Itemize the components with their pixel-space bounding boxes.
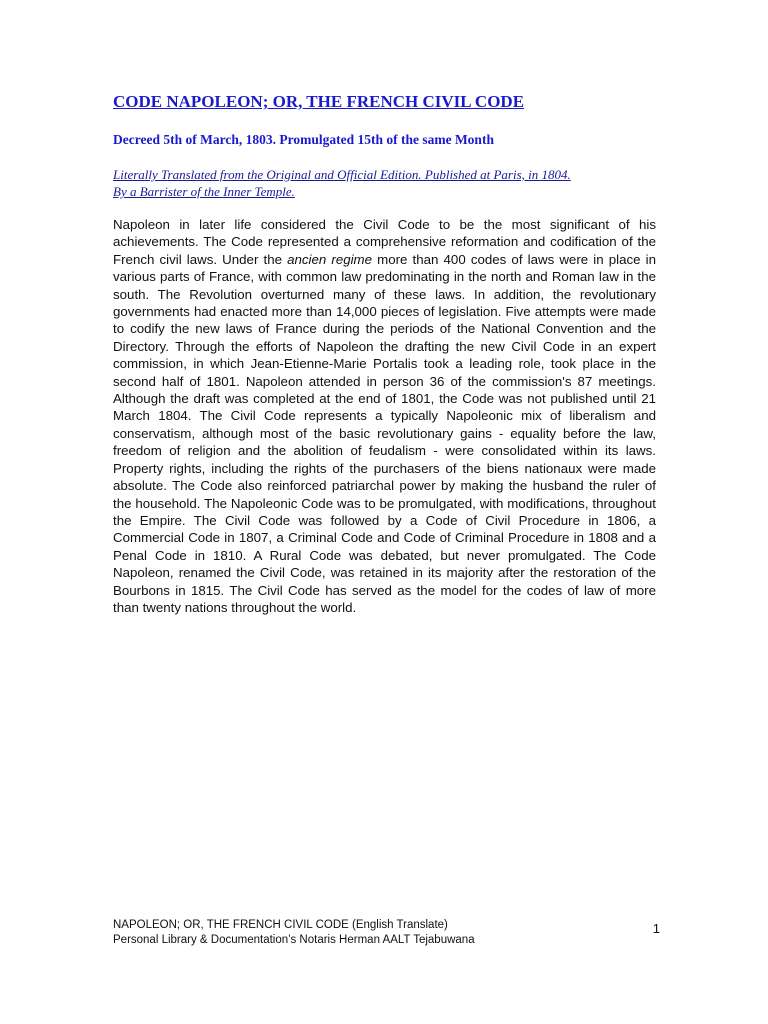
translation-note-line-2: By a Barrister of the Inner Temple.	[113, 184, 295, 199]
document-subtitle: Decreed 5th of March, 1803. Promulgated 15th of the same Month	[113, 132, 494, 147]
footer-title-line: NAPOLEON; OR, THE FRENCH CIVIL CODE (English Translate)	[113, 919, 448, 931]
body-text-part-1: Napoleon in later life considered the Civil Code to be the most significant of his achievements. The Code represented a comprehensive reformation and codification of the French civil laws. Under the	[113, 217, 656, 267]
page-number: 1	[652, 921, 660, 936]
body-text-part-2: more than 400 codes of laws were in place in various parts of France, with common law predominating in the north and Roman law in the south. The Revolution overturned many of these laws. In addition, the revolutionary governments had enacted more than 14,000 pieces of legislation. Five attempts were made to codify the new laws of France during the periods of the National Convention and the Directory. Through the efforts of Napoleon the drafting the new Civil Code in an expert commission, in which Jean-Etienne-Marie Portalis took a leading role, took place in the second half of 1801. Napoleon attended in person 36 of the commission's 87 meetings. Although the draft was completed at the end of 1801, the Code was not published until 21 March 1804. The Civil Code represents a typically Napoleonic mix of liberalism and conservatism, although most of the basic revolutionary gains - equality before the law, freedom of religion and the abolition of feudalism - were consolidated within its laws. Property rights, including the rights of the purchasers of the biens nationaux were made absolute. The Code also reinforced patriarchal power by making the husband the ruler of the household. The Napoleonic Code was to be promulgated, with modifications, throughout the Empire. The Civil Code was followed by a Code of Civil Procedure in 1806, a Commercial Code in 1807, a Criminal Code and Code of Criminal Procedure in 1808 and a Penal Code in 1810. A Rural Code was debated, but never promulgated. The Code Napoleon, renamed the Civil Code, was retained in its majority after the restoration of the Bourbons in 1815. The Civil Code has served as the model for the codes of law of more than twenty nations throughout the world.	[113, 251, 656, 615]
footer-library-line: Personal Library & Documentation’s Notaris Herman AALT Tejabuwana	[113, 934, 475, 946]
document-title: CODE NAPOLEON; OR, THE FRENCH CIVIL CODE	[113, 92, 525, 111]
translation-note-line-1: Literally Translated from the Original and Official Edition. Published at Paris, in 1804.	[113, 167, 571, 182]
body-paragraph	[113, 216, 656, 616]
body-text-emphasis: ancien regime	[287, 251, 373, 267]
translation-note	[113, 166, 673, 200]
page-footer	[113, 918, 658, 948]
